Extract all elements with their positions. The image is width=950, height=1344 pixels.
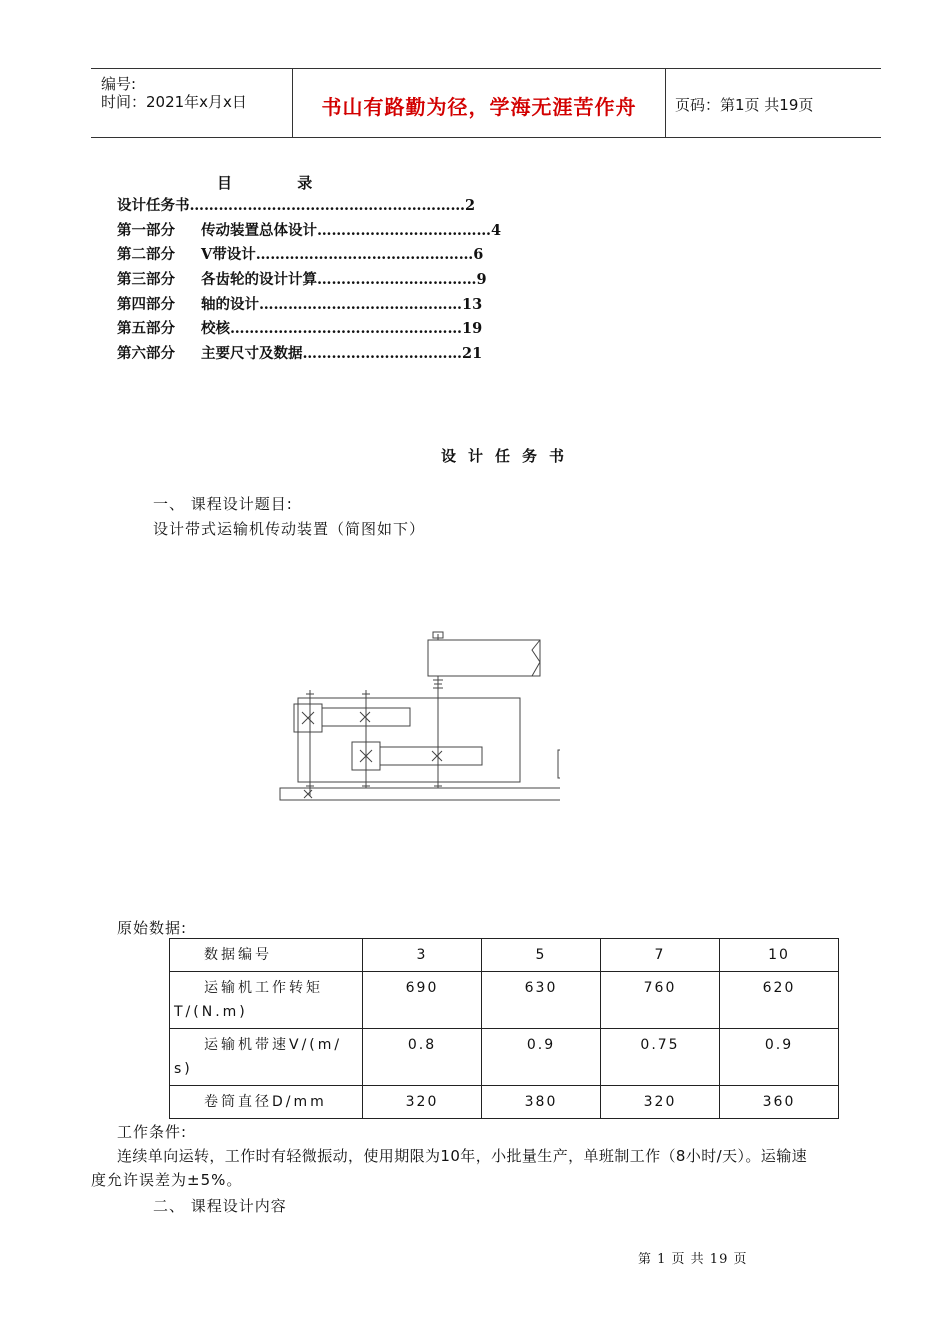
toc-item-part: 第六部分 (117, 345, 175, 362)
work-conditions-label: 工作条件: (117, 1123, 188, 1141)
content-heading: 二、 课程设计内容 (153, 1197, 287, 1215)
header-page-cell (665, 69, 881, 137)
toc-item-dots: …………………………………… (259, 296, 462, 313)
table-cell: 7 (601, 939, 720, 972)
gear-wheel-2-mark (432, 751, 442, 761)
toc-item-name: 各齿轮的设计计算 (201, 271, 317, 288)
table-cell: 0.75 (601, 1029, 720, 1086)
toc-item (117, 221, 501, 241)
toc-item-page: 13 (462, 296, 483, 313)
toc-title: 目 录 (217, 174, 343, 192)
table-cell: 320 (601, 1086, 720, 1119)
toc-item-page: 9 (476, 271, 487, 288)
transmission-diagram (270, 628, 560, 810)
table-row (170, 939, 839, 972)
toc-item-dots: ……………………………… (317, 222, 491, 239)
toc-item (117, 344, 482, 364)
toc-item-part: 第二部分 (117, 246, 175, 263)
table-cell: 0.8 (363, 1029, 482, 1086)
section-title: 设计任务书 (441, 447, 577, 465)
gear-wheel-1-mark (360, 712, 370, 722)
toc-item-page: 2 (465, 197, 476, 214)
raw-data-table (169, 938, 839, 1119)
table-row (170, 972, 839, 1029)
table-row (170, 1086, 839, 1119)
motor (558, 750, 560, 778)
toc-item-name: 轴的设计 (201, 296, 259, 313)
table-row-label: 数据编号 (170, 939, 363, 972)
v-belt (280, 788, 560, 800)
toc-item-dots: …………………………… (317, 271, 477, 288)
header-meta (91, 69, 291, 137)
raw-data-label: 原始数据: (117, 919, 188, 937)
gear-wheel-2 (380, 747, 482, 765)
toc-item-name: 传动装置总体设计 (201, 222, 317, 239)
work-conditions-line-2: 度允许误差为±5%。 (91, 1171, 243, 1189)
gearbox-housing (298, 698, 520, 782)
page-header (91, 68, 881, 138)
toc-item (117, 196, 475, 216)
table-cell: 360 (720, 1086, 839, 1119)
toc-item-page: 6 (473, 246, 484, 263)
work-conditions-line-1: 连续单向运转，工作时有轻微振动，使用期限为10年，小批量生产，单班制工作（8小时/天）。运输速 (117, 1147, 807, 1165)
toc-item (117, 270, 487, 290)
table-cell: 320 (363, 1086, 482, 1119)
table-cell: 760 (601, 972, 720, 1029)
small-pulley-mark (304, 790, 312, 798)
topic-text: 设计带式运输机传动装置（简图如下） (153, 520, 426, 538)
table-row-label: 卷筒直径D/mm (170, 1086, 363, 1119)
table-cell: 380 (482, 1086, 601, 1119)
page-footer: 第 1 页 共 19 页 (638, 1252, 748, 1267)
toc-item-dots: ………………………………………… (230, 320, 462, 337)
table-cell: 0.9 (720, 1029, 839, 1086)
toc-item (117, 319, 482, 339)
toc-item-part: 第四部分 (117, 296, 175, 313)
toc-item (117, 295, 482, 315)
table-cell: 3 (363, 939, 482, 972)
gear-pinion-1-mark (302, 712, 314, 724)
header-page-number: 页码：第1页 共19页 (675, 96, 814, 114)
toc-item-page: 21 (462, 345, 483, 362)
serial-label: 编号: (101, 75, 137, 93)
toc-item-part: 设计任务书 (117, 197, 190, 214)
toc-item-dots: …………………………… (302, 345, 462, 362)
drum-break-mark (532, 640, 540, 676)
table-cell: 630 (482, 972, 601, 1029)
table-row-label: 运输机工作转矩T/(N.m) (170, 972, 363, 1029)
toc-item (117, 245, 483, 265)
conveyor-drum (428, 640, 540, 676)
toc-item-part: 第三部分 (117, 271, 175, 288)
table-row (170, 1029, 839, 1086)
toc-item-part: 第五部分 (117, 320, 175, 337)
table-cell: 5 (482, 939, 601, 972)
toc-item-name: 主要尺寸及数据 (201, 345, 303, 362)
toc-item-dots: ………………………………………………… (189, 197, 465, 214)
toc-item-name: 校核 (201, 320, 230, 337)
table-cell: 690 (363, 972, 482, 1029)
table-cell: 10 (720, 939, 839, 972)
table-cell: 0.9 (482, 1029, 601, 1086)
topic-heading: 一、 课程设计题目: (153, 495, 293, 513)
toc-item-page: 4 (491, 222, 502, 239)
table-row-label: 运输机带速V/(m/s) (170, 1029, 363, 1086)
table-cell: 620 (720, 972, 839, 1029)
toc-item-dots: ……………………………………… (255, 246, 474, 263)
time-label: 时间：2021年x月x日 (101, 93, 247, 111)
toc-item-part: 第一部分 (117, 222, 175, 239)
toc-item-name: V带设计 (201, 246, 256, 263)
toc-item-page: 19 (462, 320, 483, 337)
header-motto: 书山有路勤为径，学海无涯苦作舟 (321, 95, 637, 119)
header-motto-cell (292, 69, 666, 137)
